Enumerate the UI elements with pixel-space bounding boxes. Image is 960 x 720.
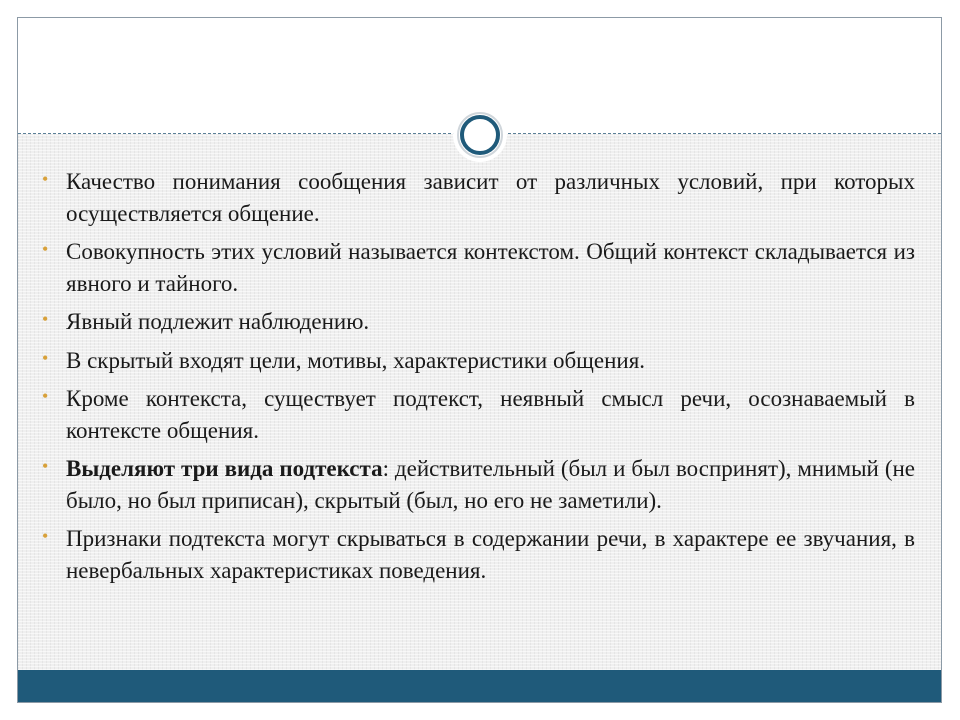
footer-accent-bar: [18, 670, 941, 702]
bullet-text: Явный подлежит наблюдению.: [66, 309, 370, 334]
list-item: [40, 345, 915, 377]
list-item: [40, 453, 915, 516]
bullet-dot-icon: •: [42, 239, 49, 259]
bullet-bold-lead: Выделяют три вида подтекста: [66, 456, 383, 481]
bullet-dot-icon: •: [42, 386, 49, 406]
list-item: [40, 166, 915, 229]
bullet-list: [40, 166, 915, 593]
list-item: [40, 383, 915, 446]
bullet-dot-icon: •: [42, 347, 49, 368]
bullet-text: Кроме контекста, существует подтекст, неявный смысл речи, осознаваемый в контексте общения.: [66, 386, 915, 443]
bullet-dot-icon: •: [42, 456, 49, 476]
bullet-text: : действительный (был и был воспринят), мнимый (не было, но был приписан), скрытый (был, но его не заметили).: [66, 456, 915, 513]
bullet-text: Качество понимания сообщения зависит от различных условий, при которых осуществляется общение.: [66, 169, 915, 226]
bullet-dot-icon: •: [42, 526, 49, 546]
bullet-text: Признаки подтекста могут скрываться в содержании речи, в характере ее звучания, в невербальных характеристиках поведения.: [66, 526, 915, 583]
bullet-text: В скрытый входят цели, мотивы, характеристики общения.: [66, 347, 646, 373]
list-item: [40, 523, 915, 586]
bullet-text: Совокупность этих условий называется контекстом. Общий контекст складывается из явного и тайного.: [66, 239, 915, 296]
list-item: [40, 306, 915, 338]
list-item: [40, 236, 915, 299]
bullet-dot-icon: •: [42, 169, 49, 189]
bullet-dot-icon: •: [42, 309, 49, 329]
circle-ring-icon: [451, 106, 509, 164]
